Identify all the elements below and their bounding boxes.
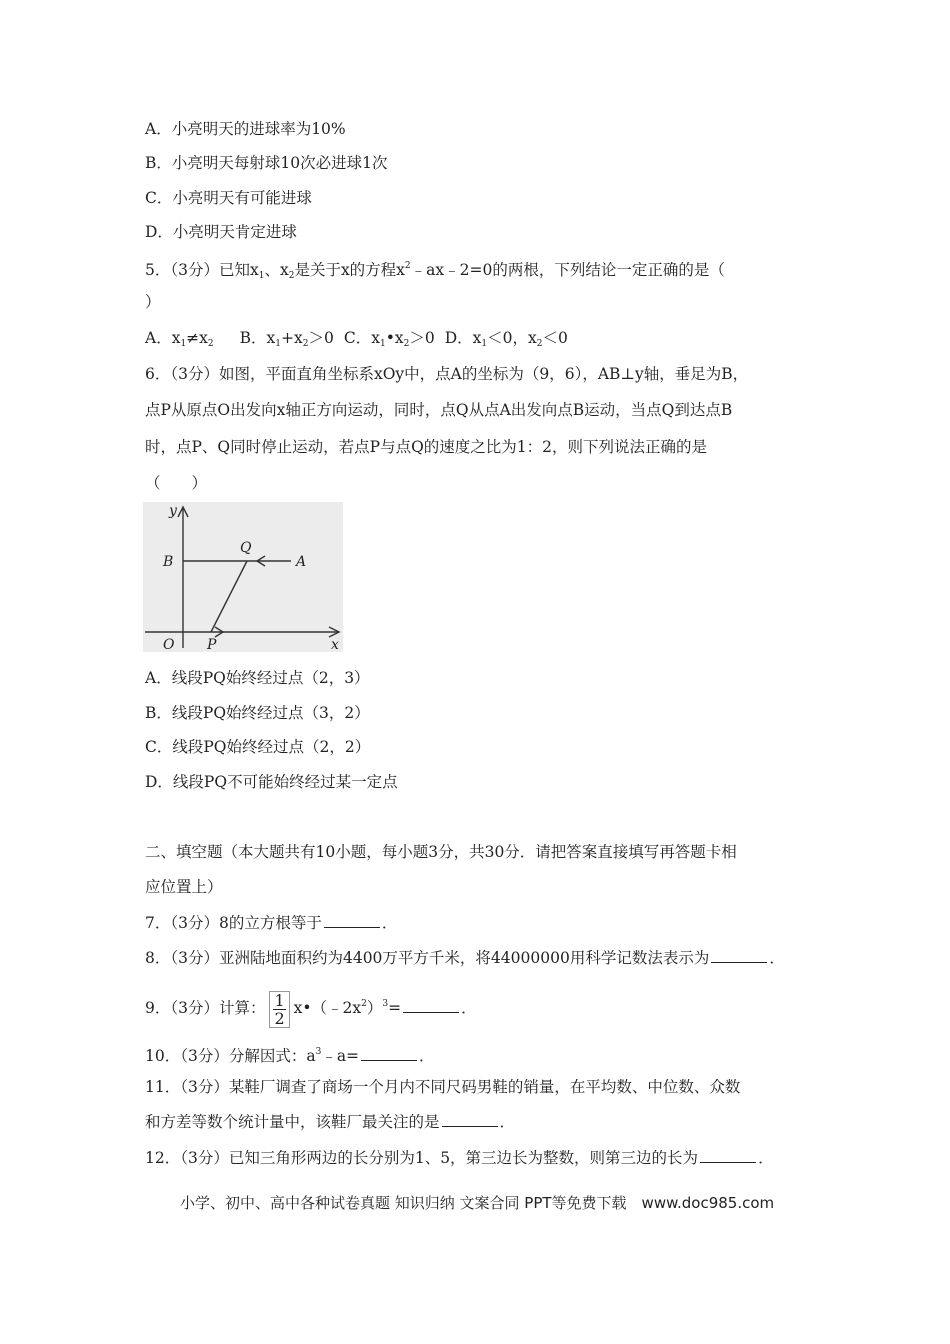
q6-stem-line4: （ ） [145, 474, 208, 492]
q11-line1: 11．（3分）某鞋厂调查了商场一个月内不同尺码男鞋的销量，在平均数、中位数、众数 [145, 1078, 741, 1096]
label-p: P [207, 637, 217, 652]
q5-option-d: D．$x_1<0$，$x_2<0$ [444, 329, 568, 349]
q9-fraction: $\frac{1}{2}$ [269, 991, 289, 1028]
q4-option-a: A．小亮明天的进球率为10% [145, 120, 346, 138]
q5-option-a: A．$x_1\ne x_2$ [145, 329, 214, 349]
q4-option-b: B．小亮明天每射球10次必进球1次 [145, 154, 388, 172]
q7: 7．（3分）8的立方根等于 ． [145, 914, 398, 932]
label-b: B [163, 554, 174, 570]
q6-stem-line3: 时，点P、Q同时停止运动，若点P与点Q的速度之比为1：2，则下列说法正确的是 [145, 438, 707, 456]
q4-option-d: D．小亮明天肯定进球 [145, 223, 297, 241]
section2-heading-line1: 二、填空题（本大题共有10小题，每小题3分，共30分．请把答案直接填写再答题卡相 [145, 843, 737, 861]
q5-stem: 5．（3分）已知$x_1$、$x_2$是关于x的方程$x^2﹣ax﹣2=0$的两根，下列结论一定正确的是（ [145, 261, 725, 281]
q12: 12．（3分）已知三角形两边的长分别为1、5，第三边长为整数，则第三边的长为 ． [145, 1149, 774, 1167]
label-a: A [296, 554, 307, 570]
q5-options [145, 328, 568, 354]
q10: 10．（3分）分解因式：$a^3﹣a=$ ． [145, 1047, 435, 1065]
label-x: x [331, 637, 339, 652]
q4-option-c: C．小亮明天有可能进球 [145, 189, 312, 207]
label-origin: O [163, 637, 175, 652]
section2-heading-line2: 应位置上） [145, 878, 223, 896]
q9-answer-blank [403, 998, 459, 1013]
q6-option-b: B．线段PQ始终经过点（3，2） [145, 704, 370, 722]
q8-answer-blank [711, 948, 767, 963]
coordinate-diagram [143, 502, 343, 652]
q6-stem-line1: 6．（3分）如图，平面直角坐标系xOy中，点A的坐标为（9，6），AB⊥y轴，垂足为B， [145, 365, 749, 383]
q5-option-b: B．$x_1+x_2>0$ [239, 329, 334, 349]
q11-line2: 和方差等数个统计量中，该鞋厂最关注的是 ． [145, 1113, 516, 1131]
q5-stem-close: ） [145, 293, 161, 311]
q10-answer-blank [361, 1046, 417, 1061]
q6-figure [143, 502, 343, 656]
q9: 9．（3分）计算： $\frac{1}{2}$ $x•(﹣2x^2)^3=$ ． [145, 990, 477, 1028]
q7-answer-blank [324, 913, 380, 928]
q8: 8．（3分）亚洲陆地面积约为4400万平方千米，将44000000用科学记数法表示为 ． [145, 949, 785, 967]
q6-option-d: D．线段PQ不可能始终经过某一定点 [145, 773, 398, 791]
q6-option-a: A．线段PQ始终经过点（2，3） [145, 669, 370, 687]
q5-option-c: C．$x_1•x_2>0$ [343, 329, 435, 349]
label-y: y [169, 503, 177, 519]
q6-stem-line2: 点P从原点O出发向x轴正方向运动，同时，点Q从点A出发向点B运动，当点Q到达点B [145, 401, 733, 419]
q6-option-c: C．线段PQ始终经过点（2，2） [145, 738, 371, 756]
q12-answer-blank [700, 1148, 756, 1163]
page-footer: 小学、初中、高中各种试卷真题 知识归纳 文案合同 PPT等免费下载 www.doc985.com [180, 1194, 775, 1212]
label-q: Q [240, 540, 252, 556]
figure-background [143, 502, 343, 652]
q11-answer-blank [442, 1112, 498, 1127]
